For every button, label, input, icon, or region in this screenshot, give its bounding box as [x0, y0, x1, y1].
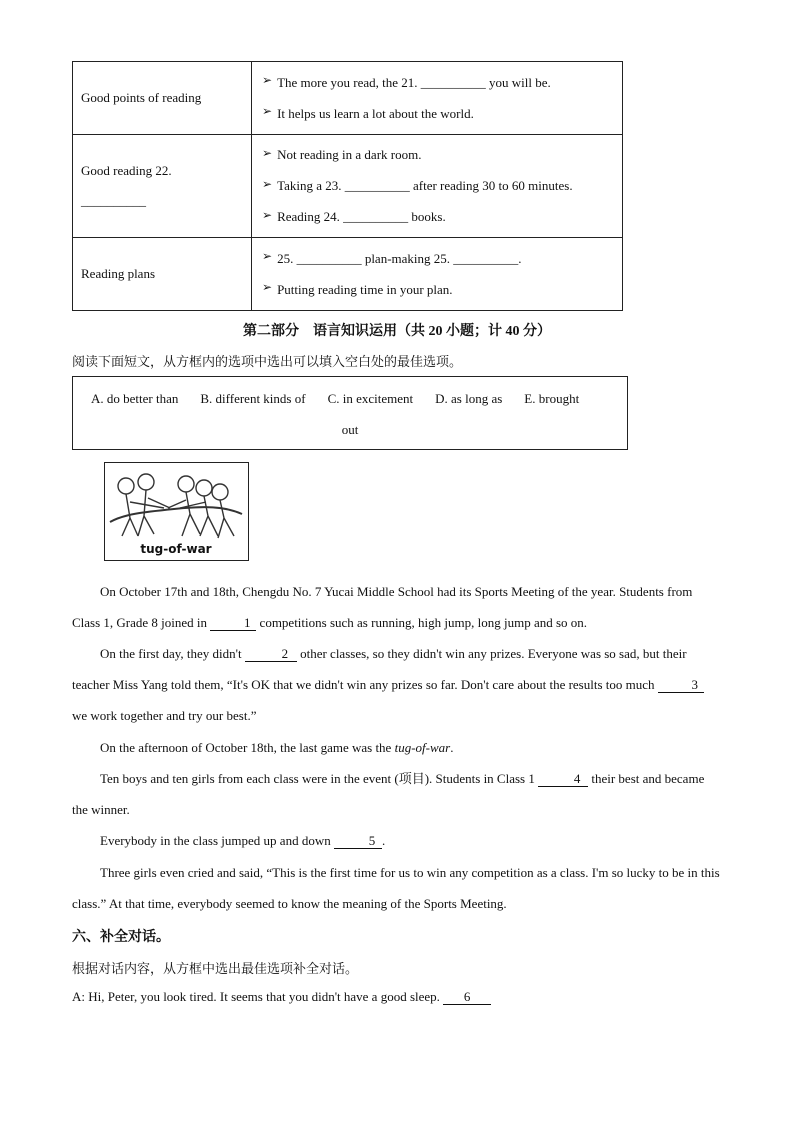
section-heading: 六、补全对话。	[72, 930, 170, 945]
option-e-continued: out	[341, 422, 359, 437]
row-label: Reading plans	[73, 238, 252, 311]
passage-paragraph: On October 17th and 18th, Chengdu No. 7 Yucai Middle School had its Sports Meeting of the year. Students from Class 1, Grade 8 joined in 1 competitions such as running, high jump, long jump and so on.	[72, 584, 693, 630]
arrow-bullet-icon: ➢	[262, 145, 273, 160]
instruction-text: 根据对话内容，从方框中选出最佳选项补全对话。	[72, 961, 359, 976]
arrow-bullet-icon: ➢	[262, 207, 273, 222]
blank-2: 2	[245, 647, 297, 662]
option-d: D. as long as	[435, 391, 503, 406]
arrow-bullet-icon: ➢	[262, 104, 273, 118]
list-item: ➢ Reading 24. __________ books.	[262, 207, 446, 224]
list-item: ➢ It helps us learn a lot about the world.	[262, 104, 474, 121]
blank-5: 5	[334, 834, 382, 849]
reading-table	[72, 61, 623, 311]
row-label: Good reading 22. __________	[73, 135, 252, 238]
passage-paragraph: Everybody in the class jumped up and down 5 .	[100, 833, 386, 848]
passage-paragraph: Ten boys and ten girls from each class were in the event (项目). Students in Class 1 4 their best and became the winner.	[72, 771, 705, 817]
list-item: ➢ The more you read, the 21. __________ you will be.	[262, 73, 551, 90]
table-row	[73, 238, 623, 311]
list-item: ➢ Not reading in a dark room.	[262, 145, 422, 162]
passage-paragraph: Three girls even cried and said, “This is the first time for us to win any competition as a class. I'm so lucky to be in this class.” At that time, everybody seemed to know the meaning of the Sports Meeting.	[72, 865, 720, 911]
arrow-bullet-icon: ➢	[262, 73, 273, 87]
passage-paragraph: On the afternoon of October 18th, the last game was the tug-of-war.	[100, 740, 454, 755]
picture-caption: tug-of-war	[140, 542, 212, 556]
tug-of-war-illustration	[104, 462, 249, 561]
option-c: C. in excitement	[327, 391, 414, 406]
dialog-line: A: Hi, Peter, you look tired. It seems that you didn't have a good sleep. 6	[72, 981, 720, 1012]
blank-1: 1	[210, 616, 256, 631]
arrow-bullet-icon: ➢	[262, 280, 273, 294]
section-title: 第二部分 语言知识运用（共 20 小题；计 40 分）	[243, 324, 551, 339]
list-item: ➢ Taking a 23. __________ after reading 30 to 60 minutes.	[262, 176, 573, 193]
row-label: Good points of reading	[73, 62, 252, 135]
blank-3: 3	[658, 678, 704, 693]
blank-4: 4	[538, 772, 588, 787]
arrow-bullet-icon: ➢	[262, 249, 273, 263]
option-a: A. do better than	[91, 391, 179, 406]
table-row	[73, 135, 623, 238]
table-row	[73, 62, 623, 135]
list-item: ➢ 25. __________ plan-making 25. __________.	[262, 249, 522, 266]
options-box	[72, 376, 628, 450]
arrow-bullet-icon: ➢	[262, 176, 273, 191]
option-b: B. different kinds of	[200, 391, 306, 406]
blank-6: 6	[443, 990, 491, 1005]
instruction-text: 阅读下面短文，从方框内的选项中选出可以填入空白处的最佳选项。	[72, 354, 463, 369]
passage-paragraph: On the first day, they didn't 2 other classes, so they didn't win any prizes. Everyone was so sad, but their teacher Miss Yang told them, “It's OK that we didn't win any prizes so far. Don't care about the results too much 3 we work together and try our best.”	[72, 638, 720, 731]
list-item: ➢ Putting reading time in your plan.	[262, 280, 453, 297]
option-e: E. brought	[524, 391, 580, 406]
